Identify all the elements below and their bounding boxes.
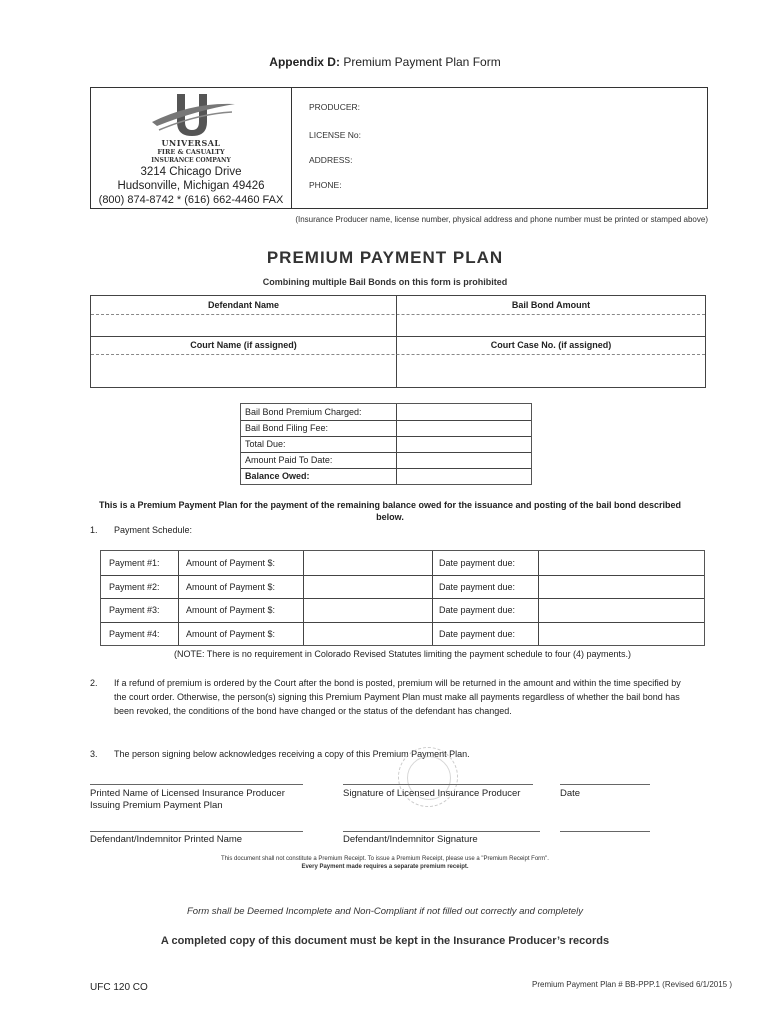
appendix-prefix: Appendix D:: [269, 55, 340, 69]
address-label: ADDRESS:: [309, 155, 353, 165]
payment-label: Payment #3:: [109, 605, 160, 615]
payment-label: Payment #2:: [109, 582, 160, 592]
appendix-heading: [0, 55, 770, 69]
company-block: [91, 88, 292, 208]
item2-text: If a refund of premium is ordered by the Court after the bond is posted, premium will be returned in the amount and within the time specified by the court order. Otherwise, the person(s) signing this Premium Payment Plan must make all payments regardless of whether the bail bond has been revoked, the conditions of the bond have changed or the status of the defendant has changed.: [114, 678, 681, 716]
filing-fee-label: Bail Bond Filing Fee:: [245, 423, 329, 433]
indemnitor-signature-label: Defendant/Indemnitor Signature: [343, 834, 478, 845]
divider: [91, 336, 705, 337]
date-label: Date: [560, 788, 581, 799]
form-id: UFC 120 CO: [90, 982, 148, 993]
fee-table: [240, 403, 532, 485]
company-street: 3214 Chicago Drive: [140, 166, 242, 178]
payment-label: Payment #4:: [109, 629, 160, 639]
item3-text: The person signing below acknowledges receiving a copy of this Premium Payment Plan.: [114, 749, 470, 759]
bail-bond-amount-header: Bail Bond Amount: [511, 300, 591, 310]
indemnitor-date-line[interactable]: [560, 831, 650, 832]
page-subtitle: Combining multiple Bail Bonds on this form is prohibited: [262, 277, 508, 287]
payment-amount-label: Amount of Payment $:: [186, 605, 276, 615]
premium-charged-label: Bail Bond Premium Charged:: [245, 407, 362, 417]
company-phone: (800) 874-8742 * (616) 662-4460 FAX: [98, 194, 284, 206]
date-line[interactable]: [560, 784, 650, 785]
payment-label: Payment #1:: [109, 558, 160, 568]
divider: [91, 314, 705, 315]
payment-date-label: Date payment due:: [439, 629, 516, 639]
records-note: A completed copy of this document must be kept in the Insurance Producer’s records: [160, 935, 610, 947]
defendant-table: [90, 295, 706, 388]
receipt-note-bold: Every Payment made requires a separate premium receipt.: [301, 864, 469, 870]
indemnitor-signature-line[interactable]: [343, 831, 540, 832]
signature-label: Signature of Licensed Insurance Producer: [343, 788, 521, 799]
payment-date-label: Date payment due:: [439, 605, 516, 615]
intro-paragraph: This is a Premium Payment Plan for the payment of the remaining balance owed for the issuance and posting of the bail bond described below.: [98, 500, 682, 522]
payment-amount-label: Amount of Payment $:: [186, 558, 276, 568]
company-logo-icon: [147, 92, 237, 140]
item1-number: 1.: [90, 525, 98, 535]
company-name-line1: UNIVERSAL: [161, 138, 221, 148]
payment-amount-label: Amount of Payment $:: [186, 582, 276, 592]
signature-line[interactable]: [343, 784, 533, 785]
printed-name-label: Printed Name of Licensed Insurance Producer: [90, 788, 285, 799]
payment-date-label: Date payment due:: [439, 558, 516, 568]
court-case-header: Court Case No. (if assigned): [490, 340, 612, 350]
company-name-line2: FIRE & CASUALTY: [157, 148, 225, 156]
header-box: [90, 87, 708, 209]
page-title: PREMIUM PAYMENT PLAN: [266, 248, 504, 267]
indemnitor-name-label: Defendant/Indemnitor Printed Name: [90, 834, 243, 845]
form-revision: Premium Payment Plan # BB-PPP.1 (Revised 6/1/2015 ): [532, 980, 732, 989]
payment-date-label: Date payment due:: [439, 582, 516, 592]
company-city: Hudsonville, Michigan 49426: [117, 180, 265, 192]
producer-note: (Insurance Producer name, license number, physical address and phone number must be printed or stamped above): [295, 215, 708, 224]
item2-number: 2.: [90, 678, 98, 688]
company-name-line3: INSURANCE COMPANY: [151, 157, 231, 164]
court-name-header: Court Name (if assigned): [190, 340, 297, 350]
incomplete-note: Form shall be Deemed Incomplete and Non-Compliant if not filled out correctly and completely: [186, 906, 584, 917]
license-label: LICENSE No:: [309, 130, 361, 140]
payment-schedule-table: [100, 550, 705, 646]
producer-label: PRODUCER:: [309, 102, 361, 112]
payment-note: (NOTE: There is no requirement in Colorado Revised Statutes limiting the payment schedule to four (4) payments.): [173, 649, 632, 659]
indemnitor-name-line[interactable]: [90, 831, 303, 832]
item3-number: 3.: [90, 749, 98, 759]
total-due-label: Total Due:: [245, 439, 286, 449]
divider: [91, 354, 705, 355]
item1-text: Payment Schedule:: [114, 525, 193, 535]
receipt-note: This document shall not constitute a Premium Receipt. To issue a Premium Receipt, please use a "Premium Receipt Form".: [221, 856, 549, 862]
balance-owed-label: Balance Owed:: [245, 471, 310, 481]
appendix-title: Premium Payment Plan Form: [343, 55, 501, 69]
divider: [396, 404, 397, 484]
payment-amount-label: Amount of Payment $:: [186, 629, 276, 639]
printed-name-label-2: Issuing Premium Payment Plan: [90, 800, 223, 811]
printed-name-line[interactable]: [90, 784, 303, 785]
defendant-name-header: Defendant Name: [207, 300, 279, 310]
amount-paid-label: Amount Paid To Date:: [245, 455, 333, 465]
phone-label: PHONE:: [309, 180, 342, 190]
